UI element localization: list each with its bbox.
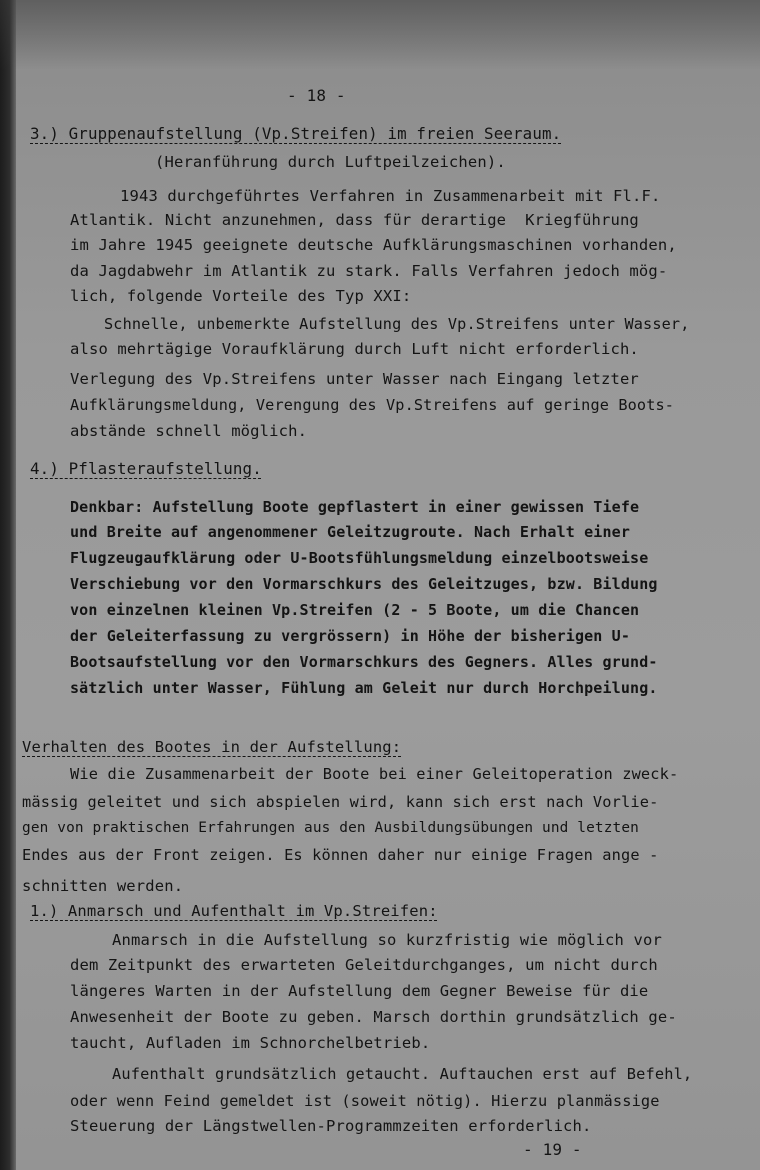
item-1-line: taucht, Aufladen im Schnorchelbetrieb. bbox=[70, 1034, 431, 1052]
item-1-line: Anwesenheit der Boote zu geben. Marsch dorthin grundsätzlich ge- bbox=[70, 1008, 677, 1026]
section-3-line: Atlantik. Nicht anzunehmen, dass für derartige Kriegführung bbox=[70, 211, 639, 229]
item-1-line: Anmarsch in die Aufstellung so kurzfristig wie möglich vor bbox=[112, 931, 662, 949]
verhalten-heading: Verhalten des Bootes in der Aufstellung: bbox=[22, 738, 402, 756]
section-3-line: Verlegung des Vp.Streifens unter Wasser nach Eingang letzter bbox=[70, 370, 639, 388]
item-1-line: Aufenthalt grundsätzlich getaucht. Auftauchen erst auf Befehl, bbox=[112, 1065, 693, 1083]
section-4-line: und Breite auf angenommener Geleitzugroute. Nach Erhalt einer bbox=[70, 523, 631, 541]
section-3-line: im Jahre 1945 geeignete deutsche Aufklärungsmaschinen vorhanden, bbox=[70, 236, 677, 254]
page-shadow-edge bbox=[0, 0, 16, 1170]
section-3-line: abstände schnell möglich. bbox=[70, 422, 308, 440]
page-number-bottom: - 19 - bbox=[523, 1140, 582, 1159]
section-3-line: da Jagdabwehr im Atlantik zu stark. Falls Verfahren jedoch mög- bbox=[70, 262, 668, 280]
section-3-line: Schnelle, unbemerkte Aufstellung des Vp.Streifens unter Wasser, bbox=[104, 315, 690, 333]
section-4-line: Denkbar: Aufstellung Boote gepflastert in einer gewissen Tiefe bbox=[70, 498, 640, 516]
section-3-subheading: (Heranführung durch Luftpeilzeichen). bbox=[155, 153, 506, 171]
section-3-line: 1943 durchgeführtes Verfahren in Zusammenarbeit mit Fl.F. bbox=[120, 187, 661, 205]
item-1-heading: 1.) Anmarsch und Aufenthalt im Vp.Streifen: bbox=[30, 902, 438, 920]
verhalten-line: schnitten werden. bbox=[22, 877, 184, 895]
section-4-line: sätzlich unter Wasser, Fühlung am Geleit nur durch Horchpeilung. bbox=[70, 679, 658, 697]
section-4-line: der Geleiterfassung zu vergrössern) in Höhe der bisherigen U- bbox=[70, 627, 631, 645]
verhalten-line: mässig geleitet und sich abspielen wird, kann sich erst nach Vorlie- bbox=[22, 793, 659, 811]
item-1-line: dem Zeitpunkt des erwarteten Geleitdurchganges, um nicht durch bbox=[70, 956, 658, 974]
section-4-line: Flugzeugaufklärung oder U-Bootsfühlungsmeldung einzelbootsweise bbox=[70, 549, 649, 567]
section-4-heading: 4.) Pflasteraufstellung. bbox=[30, 459, 262, 478]
section-3-line: Aufklärungsmeldung, Verengung des Vp.Streifens auf geringe Boots- bbox=[70, 396, 675, 414]
item-1-line: längeres Warten in der Aufstellung dem Gegner Beweise für die bbox=[70, 982, 649, 1000]
section-3-line: lich, folgende Vorteile des Typ XXI: bbox=[70, 287, 412, 305]
section-3-line: also mehrtägige Voraufklärung durch Luft nicht erforderlich. bbox=[70, 340, 639, 358]
item-1-line: oder wenn Feind gemeldet ist (soweit nötig). Hierzu planmässige bbox=[70, 1092, 660, 1110]
section-4-line: von einzelnen kleinen Vp.Streifen (2 - 5 Boote, um die Chancen bbox=[70, 601, 640, 619]
section-3-heading: 3.) Gruppenaufstellung (Vp.Streifen) im freien Seeraum. bbox=[30, 124, 562, 143]
section-4-line: Verschiebung vor den Vormarschkurs des Geleitzuges, bzw. Bildung bbox=[70, 575, 658, 593]
verhalten-line: Endes aus der Front zeigen. Es können daher nur einige Fragen ange - bbox=[22, 846, 659, 864]
verhalten-line: Wie die Zusammenarbeit der Boote bei einer Geleitoperation zweck- bbox=[70, 765, 679, 783]
page-number-top: - 18 - bbox=[287, 86, 346, 105]
page-top-shadow bbox=[0, 0, 760, 70]
section-4-line: Bootsaufstellung vor den Vormarschkurs des Gegners. Alles grund- bbox=[70, 653, 658, 671]
item-1-line: Steuerung der Längstwellen-Programmzeiten erforderlich. bbox=[70, 1117, 592, 1135]
verhalten-line: gen von praktischen Erfahrungen aus den Ausbildungsübungen und letzten bbox=[22, 820, 639, 836]
